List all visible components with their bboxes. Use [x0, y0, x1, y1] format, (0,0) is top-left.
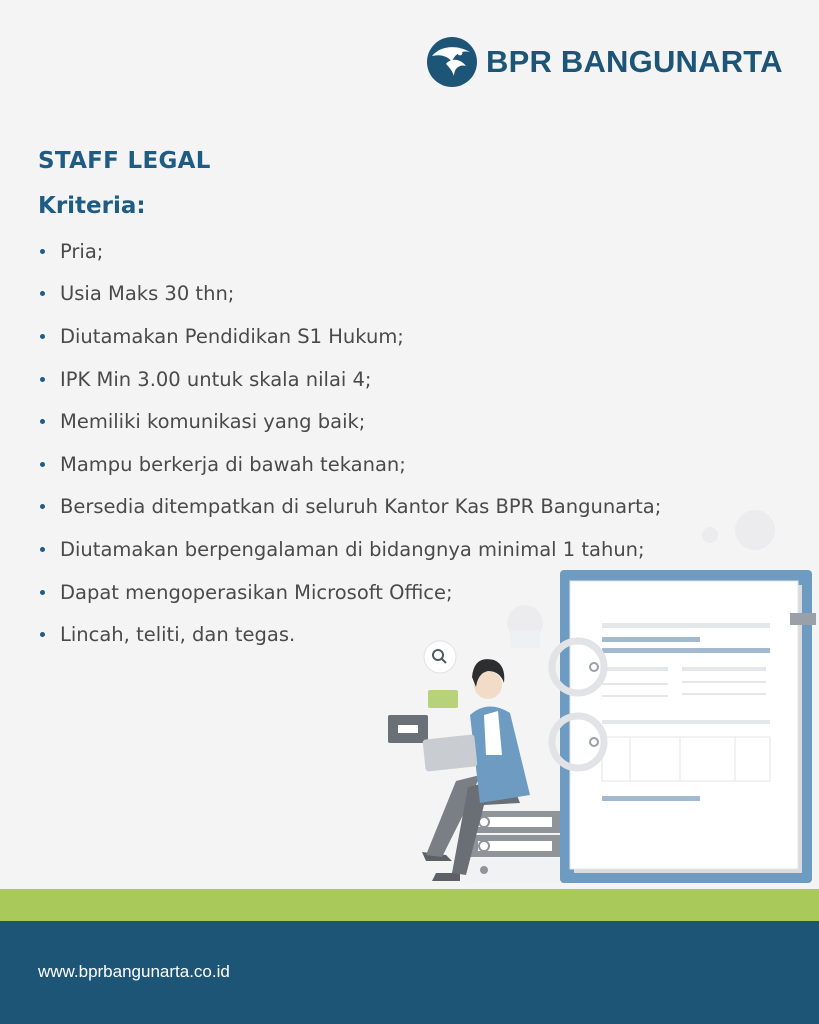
criteria-text: Mampu berkerja di bawah tekanan; — [60, 452, 406, 476]
bullet-icon — [40, 504, 45, 509]
bullet-icon — [40, 590, 45, 595]
criteria-text: Memiliki komunikasi yang baik; — [60, 410, 366, 434]
criteria-item — [38, 315, 661, 358]
criteria-heading: Kriteria: — [38, 193, 146, 219]
criteria-text: Usia Maks 30 thn; — [60, 282, 235, 306]
person-with-document-illustration — [360, 505, 819, 885]
bullet-icon — [40, 377, 45, 382]
criteria-text: Pria; — [60, 239, 104, 263]
criteria-item — [38, 443, 661, 486]
bird-globe-logo-icon — [426, 36, 478, 88]
criteria-text: Diutamakan Pendidikan S1 Hukum; — [60, 324, 404, 348]
bullet-icon — [40, 419, 45, 424]
tag-icon — [428, 690, 458, 708]
stacked-binders-icon — [466, 811, 560, 881]
criteria-text: Bersedia ditempatkan di seluruh Kantor Kas BPR Bangunarta; — [60, 495, 662, 519]
website-url: www.bprbangunarta.co.id — [38, 962, 230, 981]
document-binder-icon — [552, 570, 816, 883]
criteria-text: Lincah, teliti, dan tegas. — [60, 623, 296, 647]
criteria-text: Diutamakan berpengalaman di bidangnya minimal 1 tahun; — [60, 537, 645, 561]
job-title: STAFF LEGAL — [38, 148, 211, 174]
criteria-item — [38, 273, 661, 316]
bullet-icon — [40, 547, 45, 552]
criteria-item — [38, 358, 661, 401]
bullet-icon — [40, 632, 45, 637]
criteria-item — [38, 230, 661, 273]
brand-name: BPR BANGUNARTA — [486, 44, 783, 79]
accent-stripe — [0, 889, 819, 921]
criteria-text: IPK Min 3.00 untuk skala nilai 4; — [60, 367, 372, 391]
criteria-item — [38, 400, 661, 443]
bullet-icon — [40, 462, 45, 467]
brand-logo — [426, 36, 783, 88]
bullet-icon — [40, 249, 45, 254]
bullet-icon — [40, 291, 45, 296]
bullet-icon — [40, 334, 45, 339]
criteria-text: Dapat mengoperasikan Microsoft Office; — [60, 580, 453, 604]
